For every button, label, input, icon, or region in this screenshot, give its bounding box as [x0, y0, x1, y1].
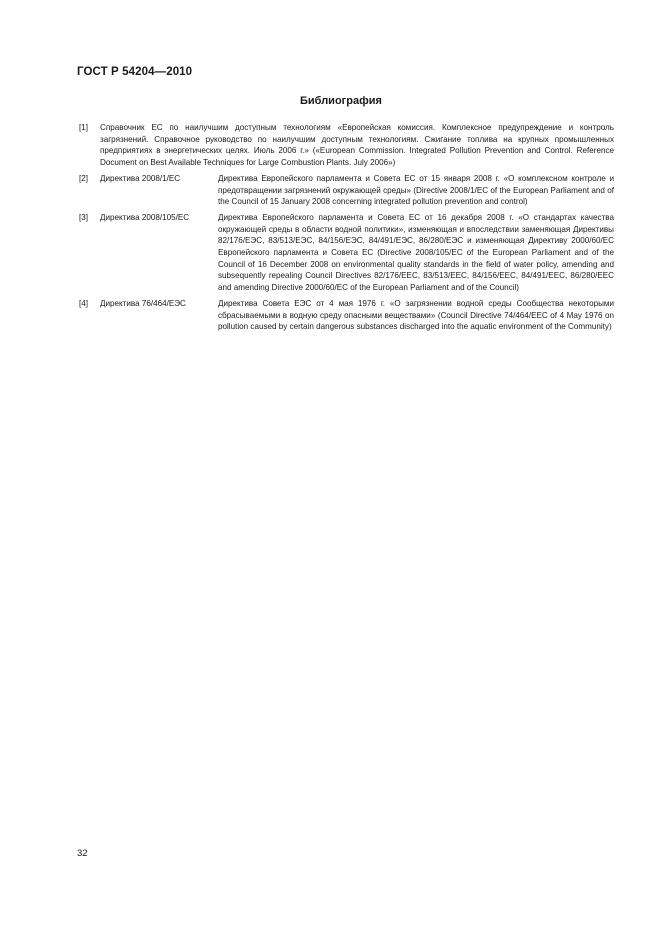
entry-number: [4] — [79, 298, 88, 308]
bibliography-entry-3 — [79, 212, 614, 294]
entry-text: Директива Европейского парламента и Совета ЕС от 15 января 2008 г. «О комплексном контроле и предотвращении загрязнений окружающей среды» (Directive 2008/1/EC of the European Parliament and of the Council of 15 January 2008 concerning integrated pollution prevention and control) — [218, 173, 614, 207]
page-number: 32 — [77, 848, 88, 859]
entry-number: [2] — [79, 173, 88, 183]
entry-number: [3] — [79, 212, 88, 222]
entry-number: [1] — [79, 123, 88, 132]
bibliography-entry-1 — [79, 122, 614, 169]
bibliography-entry-2 — [79, 173, 614, 208]
bibliography-list — [79, 122, 614, 337]
bibliography-entry-4 — [79, 298, 614, 333]
entry-text: Директива Совета ЕЭС от 4 мая 1976 г. «О загрязнении водной среды Сообщества некоторыми сбрасываемыми в водную среду опасными веществами» (Council Directive 74/464/EEC of 4 May 1976 on pollution caused by certain dangerous substances discharged into the aquatic environment of the Community) — [218, 298, 614, 332]
section-title: Библиография — [300, 95, 382, 107]
entry-text: Справочник ЕС по наилучшим доступным технологиям «Европейская комиссия. Комплексное предупреждение и контроль загрязнений. Справочное руководство по наилучшим доступным технологиям. Сжигание топлива на крупных промышленных предприятиях в энергетических целях. Июль 2006 г.» («European Commission. Integrated Pollution Prevention and Control. Reference Document on Best Available Techniques for Large Combustion Plants. July 2006») — [100, 123, 614, 168]
document-code: ГОСТ Р 54204—2010 — [77, 66, 193, 78]
entry-document-id: Директива 2008/1/ЕС — [100, 173, 181, 183]
entry-text: Директива Европейского парламента и Совета ЕС от 16 декабря 2008 г. «О стандартах качества окружающей среды в области водной политики», изменяющая и впоследствии заменяющая Директивы 82/176/ЕЭС, 83/513/ЕЭС, 84/156/ЕЭС, 84/491/ЕЭС, 86/280/ЕЭС и изменяющая Директиву 2000/60/ЕС Европейского парламента и Совета ЕС (Directive 2008/105/EC of the European Parliament and of the Council of 16 December 2008 on environmental quality standards in the field of water policy, amending and subsequently repealing Council Directives 82/176/EEC, 83/513/EEC, 84/156/EEC, 84/491/EEC, 86/280/EEC and amending Directive 2000/60/EC of the European Parliament and of the Council) — [218, 212, 614, 293]
entry-document-id: Директива 76/464/ЕЭС — [100, 298, 186, 308]
entry-document-id: Директива 2008/105/ЕС — [100, 212, 190, 222]
